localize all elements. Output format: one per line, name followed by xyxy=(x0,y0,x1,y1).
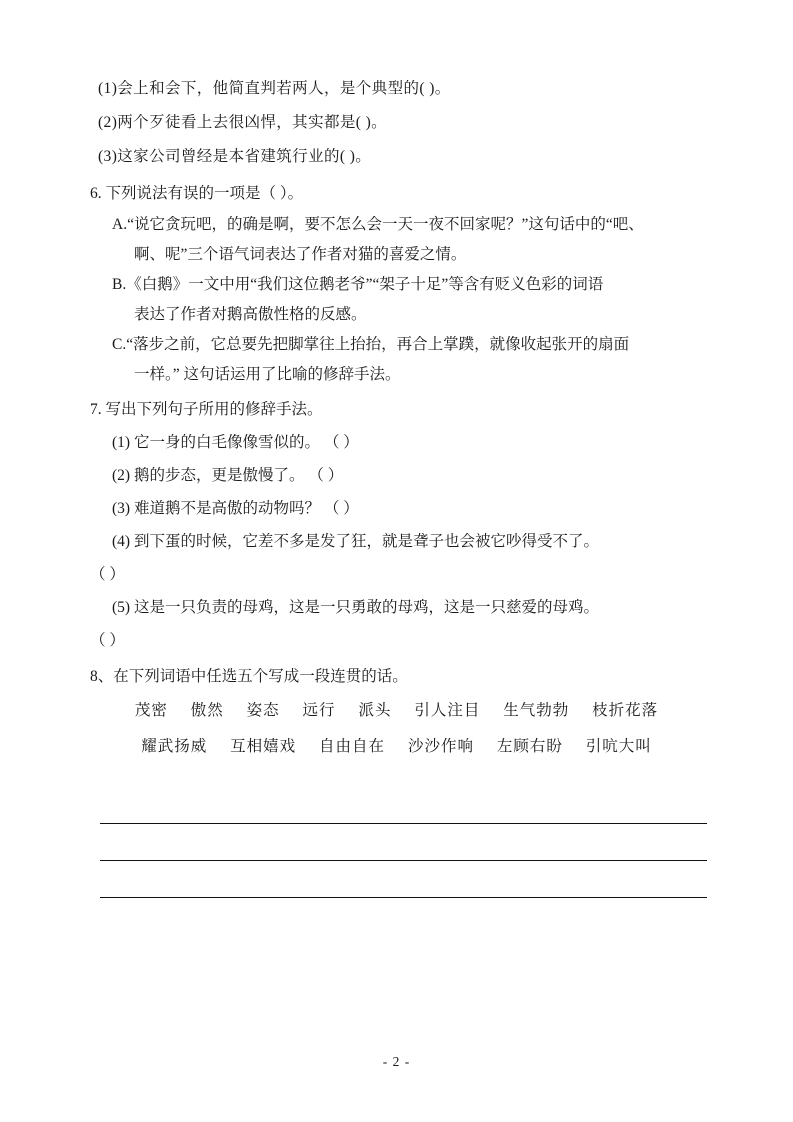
option-b-label: B. xyxy=(112,276,127,293)
word-item: 姿态 xyxy=(246,702,280,719)
word-item: 耀武扬威 xyxy=(141,738,208,755)
question-7-item-4-answer-paren: （ ） xyxy=(90,566,125,583)
option-b-line2: 表达了作者对鹅高傲性格的反感。 xyxy=(134,306,367,323)
question-7-item-4 xyxy=(72,525,721,591)
question-8 xyxy=(72,661,721,898)
option-a-line2: 啊、呢”三个语气词表达了作者对猫的喜爱之情。 xyxy=(134,246,467,263)
question-8-stem: 8、在下列词语中任选五个写成一段连贯的话。 xyxy=(90,668,408,685)
fill-blank-group xyxy=(72,72,721,174)
fill-blank-item-2: (2)两个歹徒看上去很凶悍，其实都是( )。 xyxy=(98,114,388,131)
question-7-item-2: (2) 鹅的步态，更是傲慢了。 （ ） xyxy=(112,467,344,484)
option-a-label: A. xyxy=(112,216,128,233)
answer-line[interactable] xyxy=(100,787,707,824)
option-c-line2: 一样。” 这句话运用了比喻的修辞手法。 xyxy=(134,366,401,383)
question-8-word-row-2 xyxy=(72,729,721,765)
fill-blank-item-1: (1)会上和会下，他简直判若两人，是个典型的( )。 xyxy=(98,80,451,97)
word-item: 傲然 xyxy=(190,702,224,719)
option-c-label: C. xyxy=(112,336,127,353)
fill-blank-item-3: (3)这家公司曾经是本省建筑行业的( )。 xyxy=(98,148,372,165)
question-8-word-row-1 xyxy=(72,693,721,729)
question-7-stem: 7. 写出下列句子所用的修辞手法。 xyxy=(90,401,323,418)
option-c-line1: “落步之前，它总要先把脚掌往上抬抬，再合上掌蹼，就像收起张开的扇面 xyxy=(126,336,630,353)
question-7-item-1: (1) 它一身的白毛像像雪似的。 （ ） xyxy=(112,434,359,451)
word-item: 枝折花落 xyxy=(592,702,659,719)
word-item: 引人注目 xyxy=(414,702,481,719)
word-item: 茂密 xyxy=(134,702,168,719)
question-6-option-b xyxy=(72,270,721,330)
question-7-item-3: (3) 难道鹅不是高傲的动物吗？ （ ） xyxy=(112,500,359,517)
answer-line[interactable] xyxy=(100,824,707,861)
question-7-item-5-text: (5) 这是一只负责的母鸡，这是一只勇敢的母鸡，这是一只慈爱的母鸡。 xyxy=(112,599,599,616)
option-b-line1: 《白鹅》一文中用“我们这位鹅老爷”“架子十足”等含有贬义色彩的词语 xyxy=(126,276,604,293)
question-7-item-5-answer-paren: （ ） xyxy=(90,632,125,649)
question-7 xyxy=(72,394,721,657)
question-6 xyxy=(72,178,721,390)
question-7-item-5 xyxy=(72,591,721,657)
answer-line[interactable] xyxy=(100,861,707,898)
word-item: 派头 xyxy=(358,702,392,719)
word-item: 沙沙作响 xyxy=(407,738,474,755)
word-item: 互相嬉戏 xyxy=(230,738,297,755)
question-6-option-c xyxy=(72,330,721,390)
word-item: 引吭大叫 xyxy=(585,738,652,755)
option-a-line1: “说它贪玩吧，的确是啊，要不怎么会一天一夜不回家呢？”这句话中的“吧、 xyxy=(127,216,644,233)
word-item: 远行 xyxy=(302,702,336,719)
word-item: 自由自在 xyxy=(319,738,386,755)
word-item: 生气勃勃 xyxy=(503,702,570,719)
question-6-stem: 6. 下列说法有误的一项是（ ）。 xyxy=(90,185,304,202)
question-8-answer-area[interactable] xyxy=(72,787,721,898)
word-item: 左顾右盼 xyxy=(496,738,563,755)
question-6-option-a xyxy=(72,210,721,270)
question-7-item-4-text: (4) 到下蛋的时候，它差不多是发了狂，就是聋子也会被它吵得受不了。 xyxy=(112,533,599,550)
page-number: - 2 - xyxy=(382,1054,411,1069)
